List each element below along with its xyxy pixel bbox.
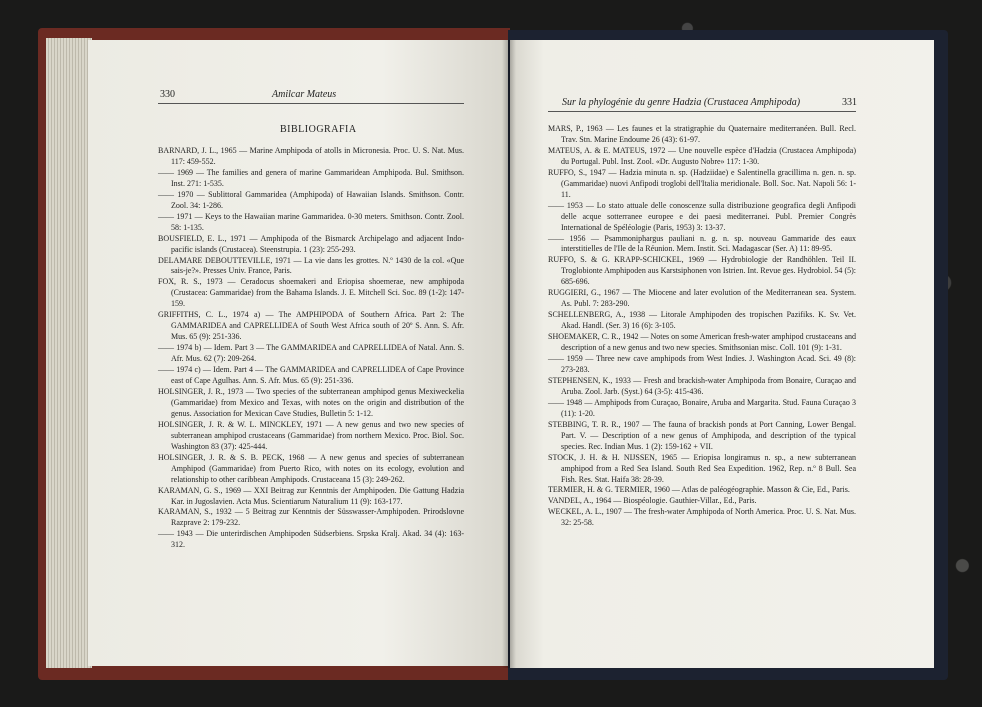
right-bibliography-list — [548, 124, 856, 529]
book-gutter — [502, 40, 516, 668]
bib-entry: —— 1974 b) — Idem. Part 3 — The GAMMARIDEA and CAPRELLIDEA of Natal. Ann. S. Afr. Mus. 62 (7): 209-264. — [158, 343, 464, 364]
bib-entry: KARAMAN, G. S., 1969 — XXI Beitrag zur Kenntnis der Amphipoden. Die Gattung Hadzia Kar. in Jugoslavien. Acta Mus. Scientiarum Naturalium 11 (9): 163-177. — [158, 485, 464, 506]
left-header-rule — [158, 103, 464, 104]
bib-entry: MATEUS, A. & E. MATEUS, 1972 — Une nouvelle espèce d'Hadzia (Crustacea Amphipoda) du Portugal. Publ. Inst. Zool. «Dr. Augusto Nobre» 117: 1-30. — [548, 145, 856, 166]
right-page-number: 331 — [842, 97, 857, 108]
bib-entry: DELAMARE DEBOUTTEVILLE, 1971 — La vie dans les grottes. N.º 1430 de la col. «Que sais-je?». Presses Univ. France, Paris. — [158, 255, 464, 276]
bib-entry: —— 1953 — Lo stato attuale delle conoscenze sulla distribuzione geografica degli Anfipodi delle acque sotterranee europee e dei paesi mediterranei. Publ. Premier Congrès International de Spéléologie (Paris, 1953) 3: 13-37. — [548, 200, 856, 232]
right-header-rule — [548, 111, 856, 112]
bib-entry: —— 1943 — Die unterirdischen Amphipoden Südserbiens. Srpska Kralj. Akad. 34 (4): 163-312. — [158, 529, 464, 550]
bib-entry: —— 1974 c) — Idem. Part 4 — The GAMMARIDEA and CAPRELLIDEA of Cape Province east of Cape Agulhas. Ann. S. Afr. Mus. 65 (9): 251-336. — [158, 365, 464, 386]
right-running-head: Sur la phylogénie du genre Hadzia (Crustacea Amphipoda) — [562, 97, 801, 108]
bib-entry: SCHELLENBERG, A., 1938 — Litorale Amphipoden des tropischen Pazifiks. K. Sv. Vet. Akad. Handl. (Ser. 3) 16 (6): 3-105. — [548, 310, 856, 331]
bib-entry: FOX, R. S., 1973 — Ceradocus shoemakeri and Eriopisa shoemerae, new amphipoda (Crustacea: Gammaridae) from the Bahama Islands. J. E. Mitchell Sci. Soc. 89 (1-2): 147-159. — [158, 277, 464, 309]
bib-entry: STOCK, J. H. & H. NIJSSEN, 1965 — Eriopisa longiramus n. sp., a new subterranean amphipod from a Red Sea Island. South Red Sea Expedition. 1962, Rep. n.º 8 Bull. Sea Fish. Res. Stat. Haifa 38: 28-39. — [548, 452, 856, 484]
bib-entry: STEBBING, T. R. R., 1907 — The fauna of brackish ponds at Port Canning, Lower Bengal. Part. V. — Description of a new genus of Amphipoda, and description of the typical species. Rec. Indian Mus. 1 (2): 159-162 + VII. — [548, 419, 856, 451]
bib-entry: —— 1948 — Amphipods from Curaçao, Bonaire, Aruba and Margarita. Stud. Fauna Curaçao 3 (11): 1-20. — [548, 397, 856, 418]
bib-entry: VANDEL, A., 1964 — Biospéologie. Gauthier-Villar., Ed., Paris. — [548, 496, 757, 506]
bib-entry: —— 1969 — The families and genera of marine Gammaridean Amphipoda. Bul. Smithson. Inst. 271: 1-535. — [158, 167, 464, 188]
bib-entry: HOLSINGER, J. R. & W. L. MINCKLEY, 1971 — A new genus and two new species of subterranean amphipod crustaceans (Gammaridae) from northern Mexico. Proc. Biol. Soc. Washington 83 (37): 425-444. — [158, 419, 464, 451]
bib-entry: SHOEMAKER, C. R., 1942 — Notes on some American fresh-water amphipod crustaceans and description of a new genus and two new species. Smithsonian misc. Coll. 101 (9): 1-31. — [548, 332, 856, 353]
left-page-number: 330 — [160, 89, 175, 100]
bib-entry: MARS, P., 1963 — Les faunes et la stratigraphie du Quaternaire mediterranéen. Bull. Recl. Trav. Stn. Marine Endoume 26 (43): 61-97. — [548, 124, 856, 144]
bib-entry: BARNARD, J. L., 1965 — Marine Amphipoda of atolls in Micronesia. Proc. U. S. Nat. Mus. 117: 459-552. — [158, 146, 464, 166]
bib-entry: —— 1971 — Keys to the Hawaiian marine Gammaridea. 0-30 meters. Smithson. Contr. Zool. 58: 1-135. — [158, 211, 464, 232]
bib-entry: —— 1959 — Three new cave amphipods from West Indies. J. Washington Acad. Sci. 49 (8): 273-283. — [548, 354, 856, 374]
bib-entry: TERMIER, H. & G. TERMIER, 1960 — Atlas de paléogéographie. Masson & Cie, Ed., Paris. — [548, 485, 850, 495]
bib-entry: KARAMAN, S., 1932 — 5 Beitrag zur Kenntnis der Süsswasser-Amphipoden. Prirodslovne Razprave 2: 179-232. — [158, 507, 464, 528]
bib-entry: RUFFO, S., 1947 — Hadzia minuta n. sp. (Hadziidae) e Salentinella gracillima n. gen. n. sp. (Gammaridae) nuovi Anfipodi troglobi dell'Italia meridionale. Boll. Soc. Nat. Napoli 56: 1-11. — [548, 167, 856, 199]
bib-entry: —— 1970 — Sublittoral Gammaridea (Amphipoda) of Hawaiian Islands. Smithson. Contr. Zool. 34: 1-286. — [158, 189, 464, 210]
bib-entry: HOLSINGER, J. R. & S. B. PECK, 1968 — A new genus and species of subterranean Amphipod (Gammaridae) from Puerto Rico, with notes on its ecology, evolution and relationship to other caribbean Amphipods. Crustaceana 15 (3): 249-262. — [158, 452, 464, 484]
bib-entry: RUGGIERI, G., 1967 — The Miocene and later evolution of the Mediterranean sea. System. As. Publ. 7: 283-290. — [548, 288, 856, 309]
bib-entry: RUFFO, S. & G. KRAPP-SCHICKEL, 1969 — Hydrobiologie der Randhöhlen. Teil II. Troglobionte Amphipoden aus Karstsiphonen von Istrien. Int. Revue ges. Hydrobiol. 54 (5): 685-696. — [548, 255, 856, 287]
bib-entry: HOLSINGER, J. R., 1973 — Two species of the subterranean amphipod genus Mexiweckelia (Gammaridae) from Mexico and Texas, with notes on the origin and distribution of the genus. Association for Mexican Cave Studies, Bulletin 5: 1-12. — [158, 386, 464, 418]
left-bibliography-list — [158, 146, 464, 551]
bibliography-heading: BIBLIOGRAFIA — [280, 124, 357, 135]
bib-entry: GRIFFITHS, C. L., 1974 a) — The AMPHIPODA of Southern Africa. Part 2: The GAMMARIDEA and CAPRELLIDEA of South West Africa south of 20º S. Ann. S. Afr. Mus. 65 (9): 251-336. — [158, 310, 464, 342]
bib-entry: —— 1956 — Psammoniphargus pauliani n. g. n. sp. nouveau Gammaride des eaux interstitielles de l'Ile de la Réunion. Mem. Instit. Sci. Madagascar (Ser. A) 11: 89-95. — [548, 233, 856, 254]
bib-entry: WECKEL, A. L., 1907 — The fresh-water Amphipoda of North America. Proc. U. S. Nat. Mus. 32: 25-58. — [548, 507, 856, 528]
bib-entry: BOUSFIELD, E. L., 1971 — Amphipoda of the Bismarck Archipelago and adjacent Indo-pacific islands (Crustacea). Steenstrupia. 1 (23): 255-293. — [158, 233, 464, 254]
left-running-head: Amilcar Mateus — [272, 89, 337, 100]
page-edges — [46, 38, 92, 668]
bib-entry: STEPHENSEN, K., 1933 — Fresh and brackish-water Amphipoda from Bonaire, Curaçao and Aruba. Zool. Jarb. (Syst.) 64 (3-5): 415-436. — [548, 375, 856, 396]
